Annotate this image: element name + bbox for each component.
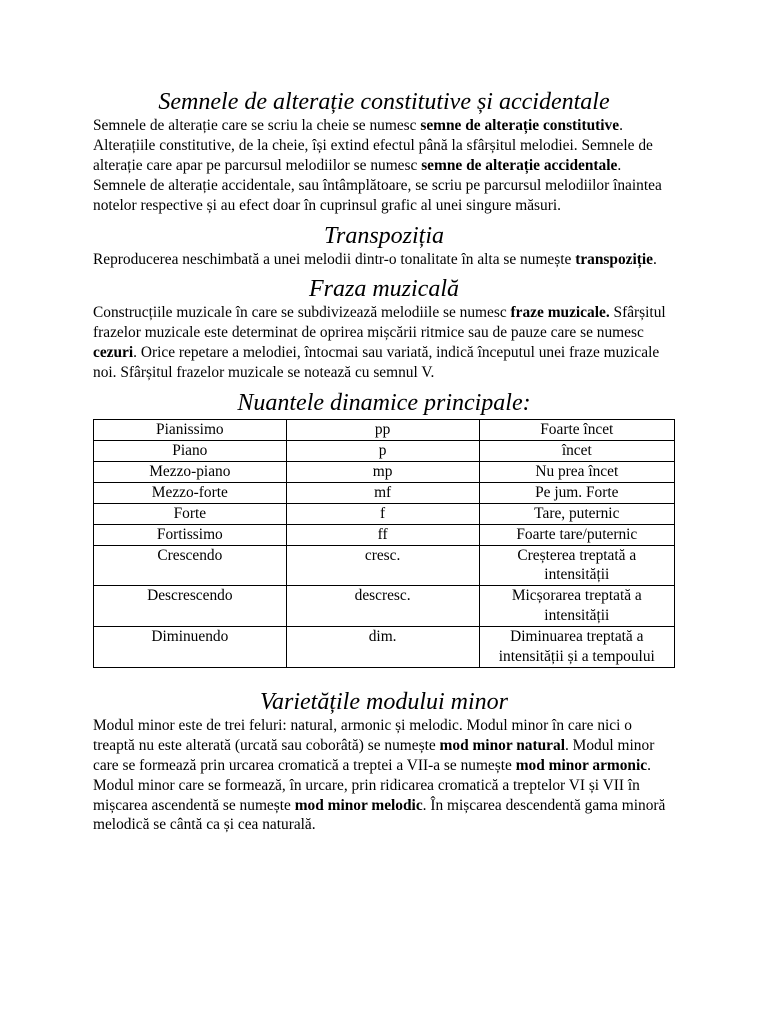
text-run: Reproducerea neschimbată a unei melodii dintr-o tonalitate în alta se numește xyxy=(93,250,576,268)
table-row xyxy=(94,503,675,524)
table-cell: Mezzo-piano xyxy=(94,461,287,482)
section-title-transpozitia: Transpoziția xyxy=(323,222,445,249)
section-title-fraza: Fraza muzicală xyxy=(309,276,459,303)
bold-term: cezuri xyxy=(93,344,134,362)
paragraph-fraza xyxy=(93,303,675,383)
bold-term: semne de alterație accidentale xyxy=(421,156,618,174)
table-cell: Foarte încet xyxy=(479,420,674,441)
table-row xyxy=(94,482,675,503)
table-cell: p xyxy=(286,440,479,461)
table-cell: cresc. xyxy=(286,545,479,586)
text-run: . Semnele de alterație accidentale, sau întâmplătoare, se scriu pe parcursul melodiilor înaintea notelor respective și au efect doar în cuprinsul grafic al unei singure măsuri. xyxy=(93,156,662,214)
paragraph-alteratii xyxy=(93,116,675,216)
table-cell: Foarte tare/puternic xyxy=(479,524,674,545)
table-cell: Creșterea treptată a intensității xyxy=(479,545,674,586)
bold-term: fraze muzicale. xyxy=(510,304,610,322)
text-run: . Modul minor care se formează, în urcare, prin ridicarea cromatică a treptelor VI și VII în mișcarea ascendentă se numește xyxy=(93,756,651,814)
text-run: . Modul minor care se formează prin urcarea cromatică a treptei a VII-a se numește xyxy=(93,736,655,774)
table-cell: f xyxy=(286,503,479,524)
document-page xyxy=(93,88,675,835)
table-cell: Forte xyxy=(94,503,287,524)
table-row xyxy=(94,586,675,627)
table-cell: Micșorarea treptată a intensității xyxy=(479,586,674,627)
table-cell: Pe jum. Forte xyxy=(479,482,674,503)
text-run: Construcțiile muzicale în care se subdivizează melodiile se numesc xyxy=(93,304,511,322)
table-cell: Pianissimo xyxy=(94,420,287,441)
table-cell: mf xyxy=(286,482,479,503)
table-row xyxy=(94,545,675,586)
section-title-minor: Varietățile modului minor xyxy=(260,688,508,715)
table-cell: Mezzo-forte xyxy=(94,482,287,503)
table-cell: descresc. xyxy=(286,586,479,627)
bold-term: mod minor natural xyxy=(439,736,565,754)
table-cell: Descrescendo xyxy=(94,586,287,627)
paragraph-minor xyxy=(93,716,675,835)
text-run: . În mișcarea descendentă gama minoră melodică se cântă ca și cea naturală. xyxy=(93,796,666,834)
table-cell: Nu prea încet xyxy=(479,461,674,482)
table-row xyxy=(94,524,675,545)
text-run: . Orice repetare a melodiei, întocmai sau variată, indică începutul unei fraze muzicale noi. Sfârșitul frazelor muzicale se notează cu semnul V. xyxy=(93,344,660,382)
text-run: Sfârșitul frazelor muzicale este determinat de oprirea mișcării ritmice sau de pauze care se numesc xyxy=(93,304,666,342)
bold-term: semne de alterație constitutive xyxy=(420,117,620,134)
table-cell: dim. xyxy=(286,627,479,668)
text-run: Semnele de alterație care se scriu la cheie se numesc xyxy=(93,117,421,134)
section-title-alteratii: Semnele de alterație constitutive și accidentale xyxy=(158,89,610,115)
table-row xyxy=(94,461,675,482)
table-row xyxy=(94,440,675,461)
text-run: . xyxy=(653,250,657,268)
section-title-nuante: Nuantele dinamice principale: xyxy=(237,390,531,417)
table-cell: mp xyxy=(286,461,479,482)
table-cell: Fortissimo xyxy=(94,524,287,545)
table-cell: ff xyxy=(286,524,479,545)
table-cell: încet xyxy=(479,440,674,461)
paragraph-transpozitia xyxy=(93,250,675,270)
bold-term: mod minor armonic xyxy=(515,756,648,774)
table-cell: Tare, puternic xyxy=(479,503,674,524)
bold-term: transpoziție xyxy=(575,250,653,268)
table-cell: pp xyxy=(286,420,479,441)
bold-term: mod minor melodic xyxy=(294,796,423,814)
table-cell: Crescendo xyxy=(94,545,287,586)
table-cell: Diminuarea treptată a intensității și a tempoului xyxy=(479,627,674,668)
table-cell: Diminuendo xyxy=(94,627,287,668)
dynamics-table xyxy=(93,419,675,668)
table-cell: Piano xyxy=(94,440,287,461)
table-row xyxy=(94,627,675,668)
text-run: Modul minor este de trei feluri: natural, armonic și melodic. Modul minor în care nici o treaptă nu este alterată (urcată sau coborâtă) se numește xyxy=(93,716,632,754)
table-row xyxy=(94,420,675,441)
text-run: . Alterațiile constitutive, de la cheie, își extind efectul până la sfârșitul melodiei. Semnele de alterație care apar pe parcursul melodiilor se numesc xyxy=(93,117,653,174)
